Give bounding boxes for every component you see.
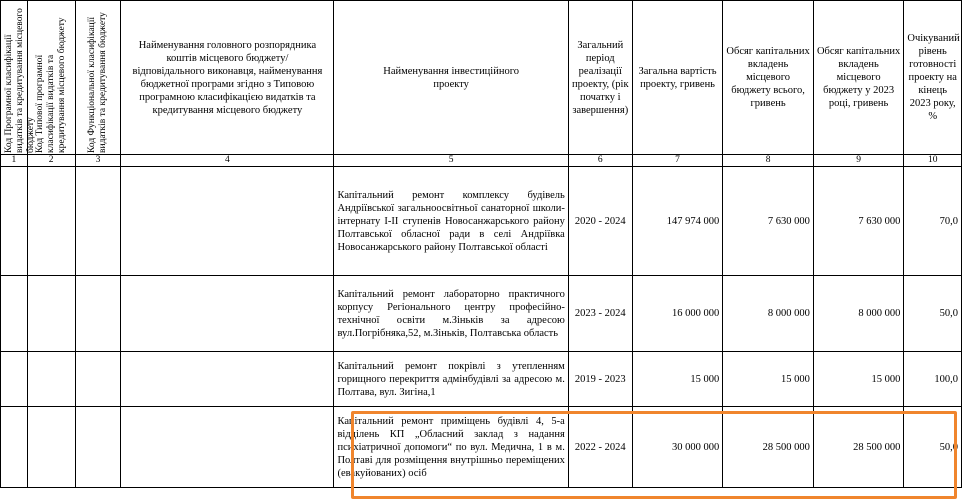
header-program-code: Код Програмної класифікації видатків та кредитування місцевого бюджету bbox=[1, 1, 28, 155]
empty-cell bbox=[121, 276, 334, 352]
column-number: 3 bbox=[75, 155, 121, 167]
readiness-cell: 70,0 bbox=[904, 167, 962, 276]
empty-cell bbox=[1, 352, 28, 407]
period-cell: 2020 - 2024 bbox=[568, 167, 632, 276]
period-cell: 2022 - 2024 bbox=[568, 407, 632, 488]
header-typical-program-code: Код Типової програмної класифікації видатків та кредитування місцевого бюджету bbox=[27, 1, 75, 155]
readiness-cell: 50,0 bbox=[904, 276, 962, 352]
empty-cell bbox=[75, 276, 121, 352]
header-row bbox=[1, 1, 962, 155]
capital-2023-cell: 28 500 000 bbox=[813, 407, 904, 488]
project-name-cell: Капітальний ремонт лабораторно практичного корпусу Регіонального центру професійно-технічної освіти м.Зіньків за адресою вул.Погрібняка,52, м.Зіньків, Полтавська область bbox=[334, 276, 568, 352]
total-cost-cell: 30 000 000 bbox=[632, 407, 723, 488]
column-number: 6 bbox=[568, 155, 632, 167]
empty-cell bbox=[121, 352, 334, 407]
capital-total-cell: 28 500 000 bbox=[723, 407, 814, 488]
capital-total-cell: 7 630 000 bbox=[723, 167, 814, 276]
project-name-cell: Капітальний ремонт покрівлі з утепленням горищного перекриття адмінбудівлі за адресою м. Полтава, вул. Зигіна,1 bbox=[334, 352, 568, 407]
column-number: 4 bbox=[121, 155, 334, 167]
header-functional-code: Код Функціональної класифікації видатків та кредитування бюджету bbox=[75, 1, 121, 155]
table-row bbox=[1, 407, 962, 488]
project-name-cell: Капітальний ремонт приміщень будівлі 4, 5-а відділень КП „Обласний заклад з надання психіатричної допомоги“ по вул. Медична, 1 в м. Полтаві для розміщення внутрішньо переміщених (евакуйованих) осіб bbox=[334, 407, 568, 488]
empty-cell bbox=[75, 352, 121, 407]
header-capital-total: Обсяг капітальних вкладень місцевого бюджету всього, гривень bbox=[723, 1, 814, 155]
project-name-cell: Капітальний ремонт комплексу будівель Андріївської загальноосвітньої санаторної школи-інтернату I-II ступенів Новосанжарського району Полтавської обласної ради в селі Андріївка Новосанжарського району Полтавської області bbox=[334, 167, 568, 276]
readiness-cell: 50,0 bbox=[904, 407, 962, 488]
table-row bbox=[1, 167, 962, 276]
empty-cell bbox=[121, 167, 334, 276]
period-cell: 2019 - 2023 bbox=[568, 352, 632, 407]
total-cost-cell: 147 974 000 bbox=[632, 167, 723, 276]
empty-cell bbox=[27, 167, 75, 276]
column-number: 7 bbox=[632, 155, 723, 167]
empty-cell bbox=[27, 276, 75, 352]
total-cost-cell: 15 000 bbox=[632, 352, 723, 407]
total-cost-cell: 16 000 000 bbox=[632, 276, 723, 352]
empty-cell bbox=[75, 407, 121, 488]
column-number: 5 bbox=[334, 155, 568, 167]
header-manager-name: Найменування головного розпорядника коштів місцевого бюджету/ відповідального виконавця, найменування бюджетної програми згідно з Типовою програмною класифікацією видатків та кредитування місцевого бюджету bbox=[121, 1, 334, 155]
header-capital-2023: Обсяг капітальних вкладень місцевого бюджету у 2023 році, гривень bbox=[813, 1, 904, 155]
empty-cell bbox=[27, 407, 75, 488]
capital-2023-cell: 7 630 000 bbox=[813, 167, 904, 276]
column-number: 10 bbox=[904, 155, 962, 167]
empty-cell bbox=[121, 407, 334, 488]
header-total-cost: Загальна вартість проекту, гривень bbox=[632, 1, 723, 155]
header-period: Загальний період реалізації проекту, (рік початку і завершення) bbox=[568, 1, 632, 155]
header-project-name: Найменування інвестиційного проекту bbox=[334, 1, 568, 155]
column-number: 1 bbox=[1, 155, 28, 167]
empty-cell bbox=[1, 276, 28, 352]
column-number: 8 bbox=[723, 155, 814, 167]
capital-total-cell: 15 000 bbox=[723, 352, 814, 407]
empty-cell bbox=[27, 352, 75, 407]
capital-2023-cell: 8 000 000 bbox=[813, 276, 904, 352]
capital-2023-cell: 15 000 bbox=[813, 352, 904, 407]
empty-cell bbox=[1, 167, 28, 276]
column-number: 2 bbox=[27, 155, 75, 167]
empty-cell bbox=[1, 407, 28, 488]
column-number-row bbox=[1, 155, 962, 167]
capital-total-cell: 8 000 000 bbox=[723, 276, 814, 352]
table-row bbox=[1, 276, 962, 352]
table-row bbox=[1, 352, 962, 407]
empty-cell bbox=[75, 167, 121, 276]
header-readiness: Очікуваний рівень готовності проекту на кінець 2023 року, % bbox=[904, 1, 962, 155]
column-number: 9 bbox=[813, 155, 904, 167]
period-cell: 2023 - 2024 bbox=[568, 276, 632, 352]
readiness-cell: 100,0 bbox=[904, 352, 962, 407]
